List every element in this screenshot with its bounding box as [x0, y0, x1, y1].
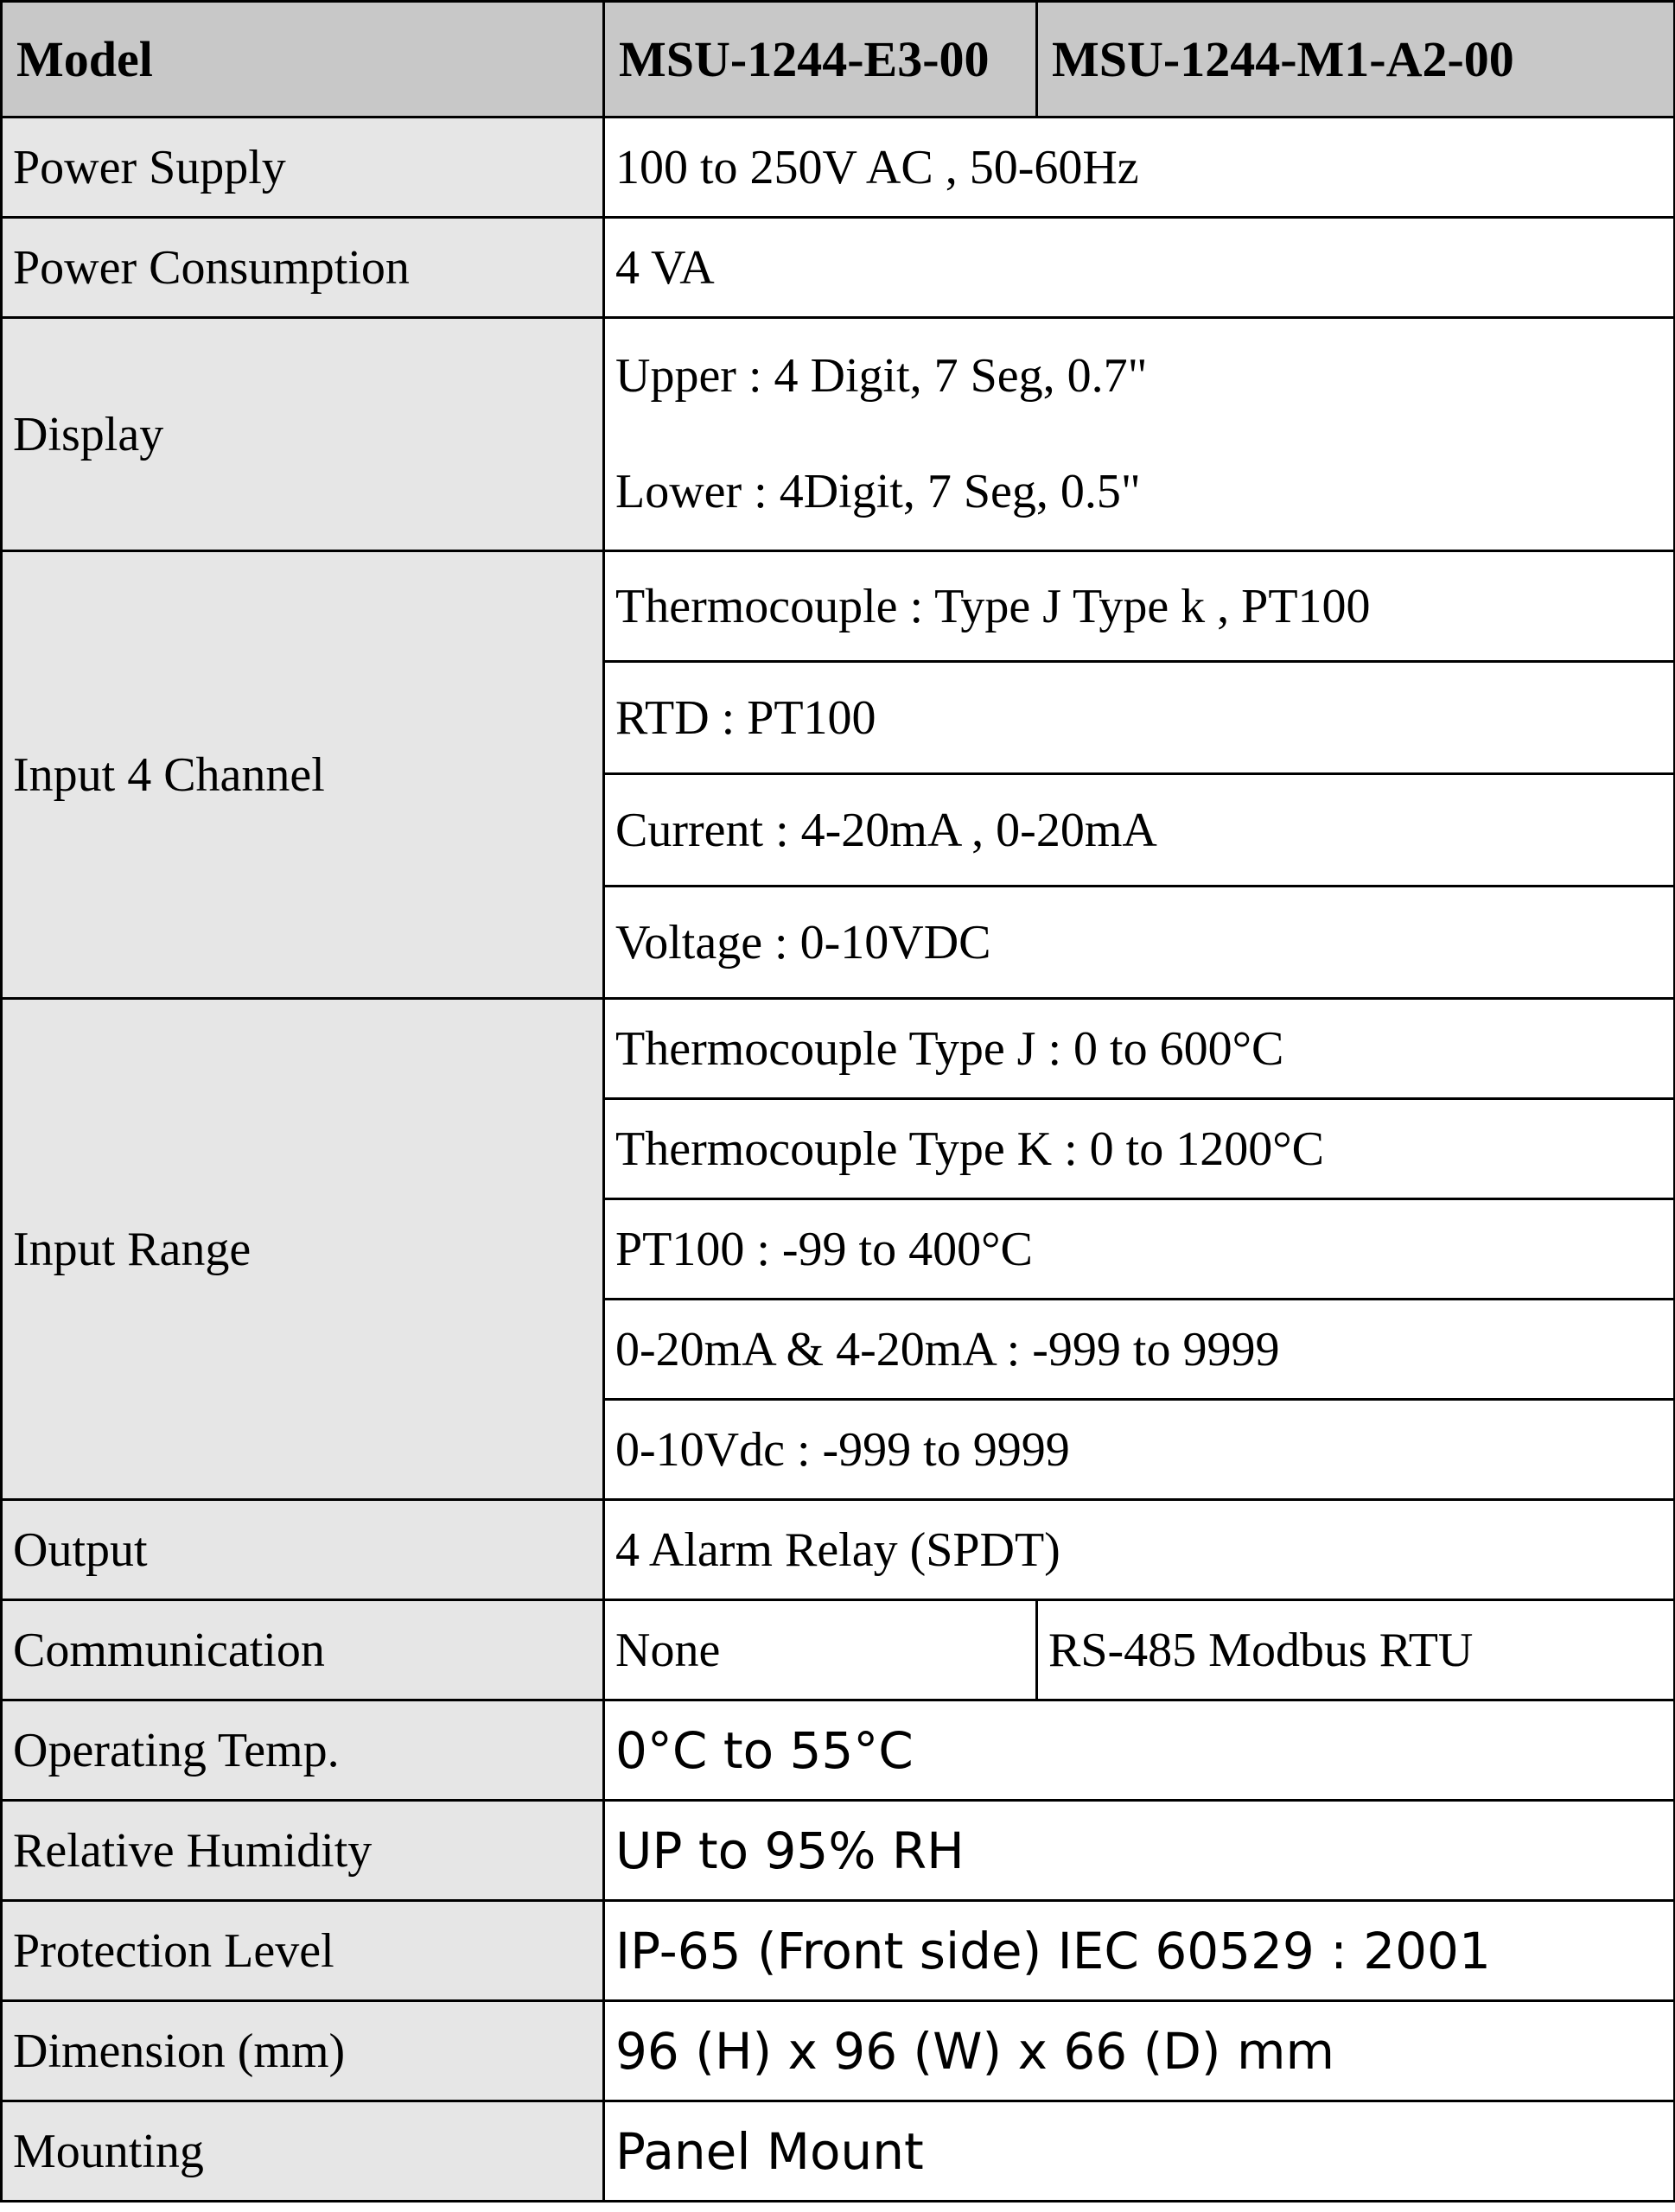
input-channel-current: Current : 4-20mA , 0-20mA: [604, 774, 1675, 887]
relative-humidity-value: UP to 95% RH: [604, 1801, 1675, 1901]
mounting-label: Mounting: [2, 2101, 604, 2202]
row-input-range-1: [2, 999, 1675, 1099]
row-operating-temp: [2, 1700, 1675, 1801]
row-display-1: [2, 318, 1675, 434]
power-supply-value: 100 to 250V AC , 50-60Hz: [604, 118, 1675, 218]
output-label: Output: [2, 1500, 604, 1600]
communication-value-2: RS-485 Modbus RTU: [1037, 1600, 1675, 1700]
row-relative-humidity: [2, 1801, 1675, 1901]
dimension-label: Dimension (mm): [2, 2001, 604, 2101]
protection-level-value: IP-65 (Front side) IEC 60529 : 2001: [604, 1901, 1675, 2001]
display-lower: Lower : 4Digit, 7 Seg, 0.5": [604, 434, 1675, 551]
power-consumption-value: 4 VA: [604, 218, 1675, 318]
row-mounting: [2, 2101, 1675, 2202]
input-channel-rtd: RTD : PT100: [604, 662, 1675, 774]
row-communication: [2, 1600, 1675, 1700]
input-range-voltage: 0-10Vdc : -999 to 9999: [604, 1400, 1675, 1500]
input-range-type-j: Thermocouple Type J : 0 to 600°C: [604, 999, 1675, 1099]
header-row: [2, 2, 1675, 118]
communication-value-1: None: [604, 1600, 1037, 1700]
input-channel-label: Input 4 Channel: [2, 551, 604, 999]
output-value: 4 Alarm Relay (SPDT): [604, 1500, 1675, 1600]
header-label: Model: [2, 2, 604, 118]
operating-temp-label: Operating Temp.: [2, 1700, 604, 1801]
protection-level-label: Protection Level: [2, 1901, 604, 2001]
row-input-channel-1: [2, 551, 1675, 662]
input-range-pt100: PT100 : -99 to 400°C: [604, 1199, 1675, 1300]
display-upper: Upper : 4 Digit, 7 Seg, 0.7": [604, 318, 1675, 434]
power-supply-label: Power Supply: [2, 118, 604, 218]
input-range-type-k: Thermocouple Type K : 0 to 1200°C: [604, 1099, 1675, 1199]
operating-temp-value: 0°C to 55°C: [604, 1700, 1675, 1801]
input-range-label: Input Range: [2, 999, 604, 1500]
model-2: MSU-1244-M1-A2-00: [1037, 2, 1675, 118]
input-channel-thermocouple: Thermocouple : Type J Type k , PT100: [604, 551, 1675, 662]
row-dimension: [2, 2001, 1675, 2101]
row-power-supply: [2, 118, 1675, 218]
model-1: MSU-1244-E3-00: [604, 2, 1037, 118]
row-power-consumption: [2, 218, 1675, 318]
dimension-value: 96 (H) x 96 (W) x 66 (D) mm: [604, 2001, 1675, 2101]
display-label: Display: [2, 318, 604, 551]
mounting-value: Panel Mount: [604, 2101, 1675, 2202]
communication-label: Communication: [2, 1600, 604, 1700]
relative-humidity-label: Relative Humidity: [2, 1801, 604, 1901]
power-consumption-label: Power Consumption: [2, 218, 604, 318]
input-channel-voltage: Voltage : 0-10VDC: [604, 887, 1675, 999]
row-protection-level: [2, 1901, 1675, 2001]
input-range-current: 0-20mA & 4-20mA : -999 to 9999: [604, 1300, 1675, 1400]
row-output: [2, 1500, 1675, 1600]
